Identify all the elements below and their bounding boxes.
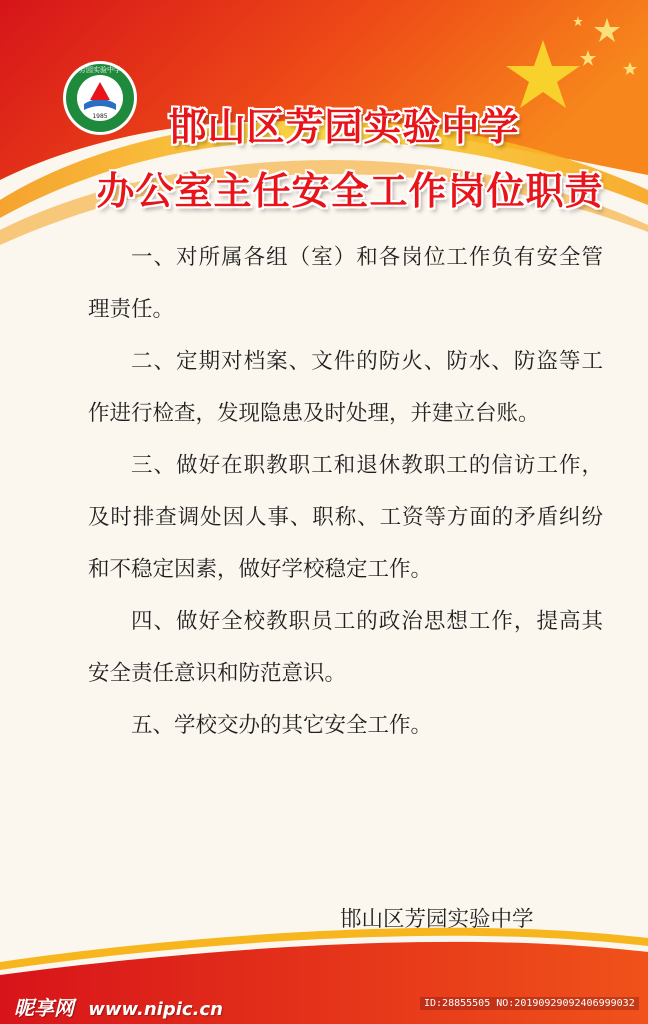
- emblem-year: 1985: [92, 113, 108, 120]
- duty-paragraph-2: 二、定期对档案、文件的防火、防水、防盗等工作进行检查，发现隐患及时处理，并建立台账。: [88, 349, 603, 426]
- emblem-ring-text: 芳园实验中学: [79, 66, 121, 74]
- duty-paragraph-1: 一、对所属各组（室）和各岗位工作负有安全管理责任。: [88, 245, 603, 322]
- watermark-id: ID:28855505 NO:20190929092406999032: [420, 997, 639, 1010]
- duty-paragraph-4: 四、做好全校教职员工的政治思想工作，提高其安全责任意识和防范意识。: [88, 609, 603, 686]
- signature: 邯山区芳园实验中学: [340, 907, 534, 932]
- watermark: [14, 992, 223, 1021]
- duty-paragraph-5: 五、学校交办的其它安全工作。: [131, 713, 433, 738]
- title-school-name: 邯山区芳园实验中学: [168, 105, 520, 149]
- watermark-url: www.nipic.cn: [88, 999, 223, 1020]
- watermark-brand: 昵享网: [14, 996, 74, 1020]
- title-document-name: 办公室主任安全工作岗位职责: [96, 169, 604, 213]
- duty-paragraph-3: 三、做好在职教职工和退休教职工的信访工作，及时排查调处因人事、职称、工资等方面的矛盾纠纷和不稳定因素，做好学校稳定工作。: [88, 453, 603, 582]
- duties-body: [88, 232, 603, 752]
